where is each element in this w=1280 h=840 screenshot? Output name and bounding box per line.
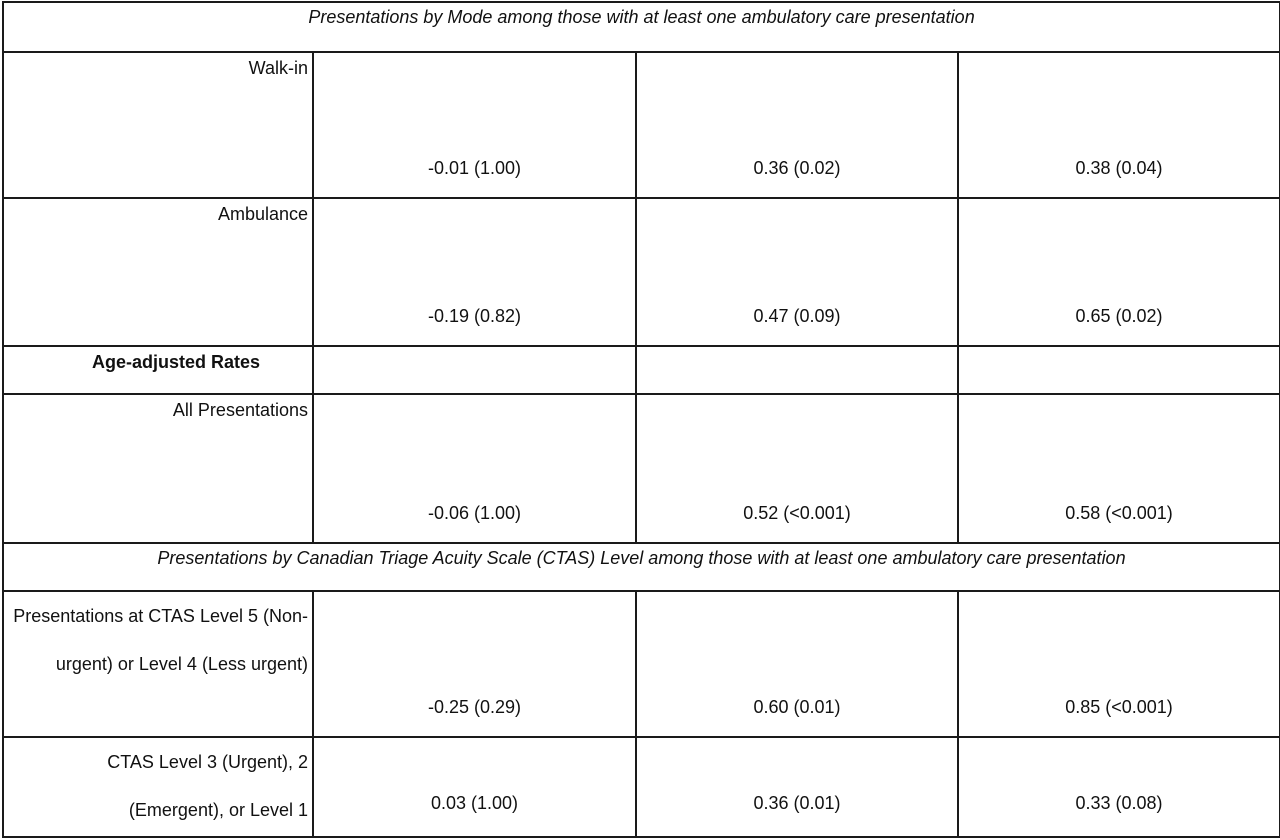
table-row-section-mode (3, 2, 1280, 52)
cell-ambulance-col1: -0.19 (0.82) (313, 198, 636, 346)
row-label-walk-in: Walk-in (3, 52, 313, 198)
cell-all-presentations-col2: 0.52 (<0.001) (636, 394, 958, 543)
row-label-ctas-level-5-4: Presentations at CTAS Level 5 (Non-urgent) or Level 4 (Less urgent) (3, 591, 313, 737)
row-label-ctas-level-3-2-1: CTAS Level 3 (Urgent), 2 (Emergent), or Level 1 (3, 737, 313, 837)
cell-walk-in-col1: -0.01 (1.00) (313, 52, 636, 198)
cell-ambulance-col3: 0.65 (0.02) (958, 198, 1280, 346)
cell-walk-in-col2: 0.36 (0.02) (636, 52, 958, 198)
row-label-age-adjusted: Age-adjusted Rates (3, 346, 313, 394)
table-row-age-adjusted-header (3, 346, 1280, 394)
cell-all-presentations-col1: -0.06 (1.00) (313, 394, 636, 543)
table-row-ctas-level-5-4 (3, 591, 1280, 737)
cell-age-adjusted-col1 (313, 346, 636, 394)
results-table (2, 1, 1280, 838)
row-label-all-presentations: All Presentations (3, 394, 313, 543)
cell-walk-in-col3: 0.38 (0.04) (958, 52, 1280, 198)
cell-age-adjusted-col2 (636, 346, 958, 394)
table-row-ambulance (3, 198, 1280, 346)
cell-ctas-level-5-4-col3: 0.85 (<0.001) (958, 591, 1280, 737)
cell-ctas-level-5-4-col1: -0.25 (0.29) (313, 591, 636, 737)
section-heading-mode: Presentations by Mode among those with at least one ambulatory care presentation (3, 2, 1280, 52)
cell-ambulance-col2: 0.47 (0.09) (636, 198, 958, 346)
table-row-walk-in (3, 52, 1280, 198)
table-row-section-ctas (3, 543, 1280, 591)
section-heading-ctas: Presentations by Canadian Triage Acuity Scale (CTAS) Level among those with at least one ambulatory care presentation (3, 543, 1280, 591)
row-label-ambulance: Ambulance (3, 198, 313, 346)
cell-ctas-level-3-2-1-col1: 0.03 (1.00) (313, 737, 636, 837)
cell-age-adjusted-col3 (958, 346, 1280, 394)
cell-ctas-level-5-4-col2: 0.60 (0.01) (636, 591, 958, 737)
cell-all-presentations-col3: 0.58 (<0.001) (958, 394, 1280, 543)
cell-ctas-level-3-2-1-col2: 0.36 (0.01) (636, 737, 958, 837)
table-row-ctas-level-3-2-1 (3, 737, 1280, 837)
cell-ctas-level-3-2-1-col3: 0.33 (0.08) (958, 737, 1280, 837)
table-row-all-presentations (3, 394, 1280, 543)
